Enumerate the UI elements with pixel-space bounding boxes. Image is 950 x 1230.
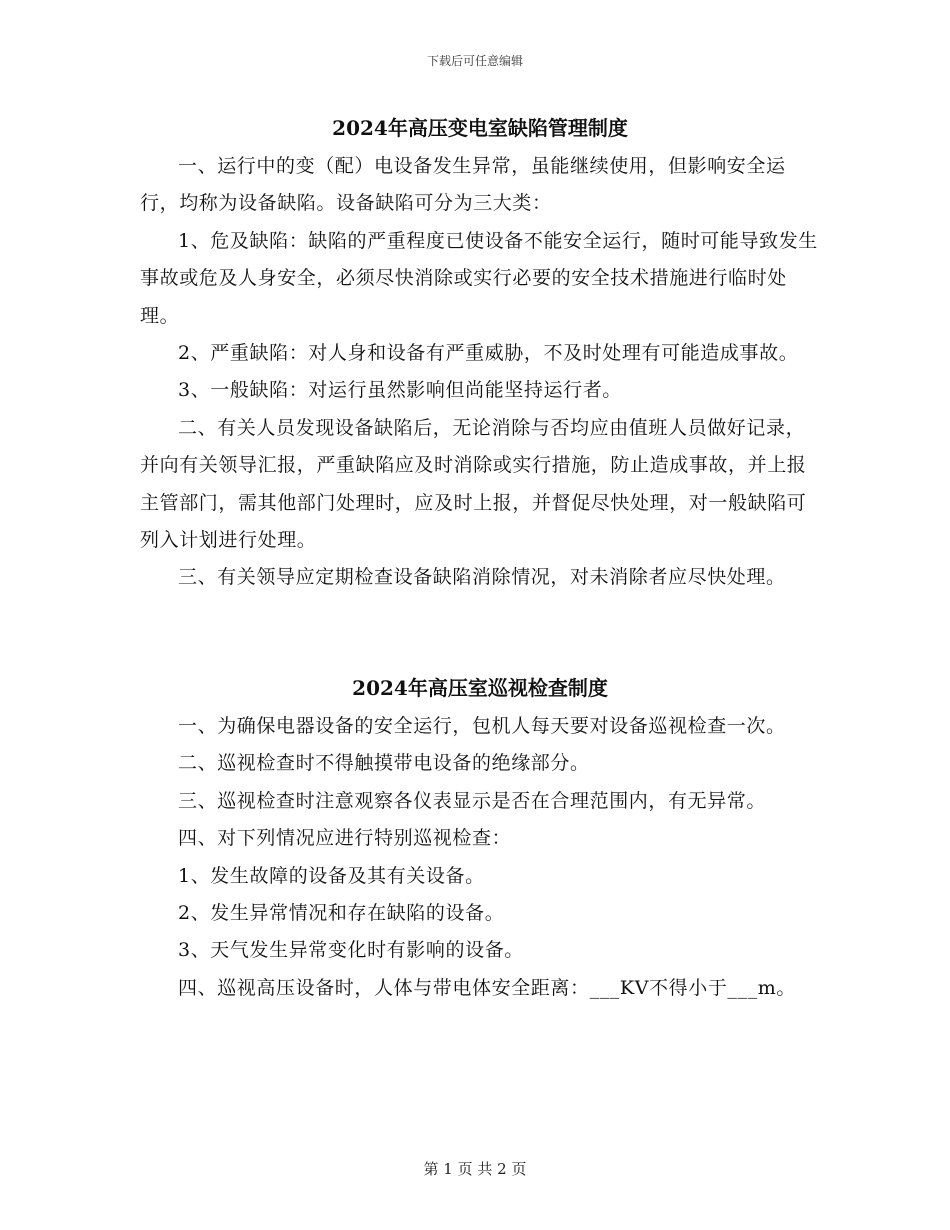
- paragraph: 二、有关人员发现设备缺陷后，无论消除与否均应由值班人员做好记录，并向有关领导汇报，严重缺陷应及时消除或实行措施，防止造成事故，并上报主管部门，需其他部门处理时，应及时上报，并督促尽快处理，对一般缺陷可列入计划进行处理。: [140, 416, 807, 552]
- header-note: 下载后可任意编辑: [426, 54, 523, 68]
- paragraph: 三、巡视检查时注意观察各仪表显示是否在合理范围内，有无异常。: [178, 789, 767, 812]
- section-defect-management: [140, 112, 820, 597]
- paragraph: 2、严重缺陷：对人身和设备有严重威胁，不及时处理有可能造成事故。: [178, 342, 799, 365]
- section-title: 2024年高压变电室缺陷管理制度: [332, 116, 628, 140]
- paragraph: 一、运行中的变（配）电设备发生异常，虽能继续使用，但影响安全运行，均称为设备缺陷。设备缺陷可分为三大类：: [140, 155, 786, 215]
- paragraph: 3、一般缺陷：对运行虽然影响但尚能坚持运行者。: [178, 379, 622, 402]
- paragraph: 二、巡视检查时不得触摸带电设备的绝缘部分。: [178, 752, 590, 775]
- paragraph: 一、为确保电器设备的安全运行，包机人每天要对设备巡视检查一次。: [178, 715, 786, 737]
- section-title: 2024年高压室巡视检查制度: [352, 676, 608, 700]
- paragraph: 三、有关领导应定期检查设备缺陷消除情况，对未消除者应尽快处理。: [178, 566, 786, 589]
- paragraph: 2、发生异常情况和存在缺陷的设备。: [178, 902, 505, 925]
- paragraph: 四、对下列情况应进行特别巡视检查：: [178, 827, 512, 850]
- paragraph: 1、危及缺陷：缺陷的严重程度已使设备不能安全运行，随时可能导致发生事故或危及人身安全，必须尽快消除或实行必要的安全技术措施进行临时处理。: [140, 229, 818, 327]
- page-number: 第 1 页 共 2 页: [423, 1160, 527, 1178]
- section-inspection: [140, 672, 820, 1007]
- paragraph: 1、发生故障的设备及其有关设备。: [178, 864, 485, 887]
- paragraph: 四、巡视高压设备时，人体与带电体安全距离：___KV不得小于___m。: [178, 976, 796, 999]
- paragraph: 3、天气发生异常变化时有影响的设备。: [178, 939, 524, 962]
